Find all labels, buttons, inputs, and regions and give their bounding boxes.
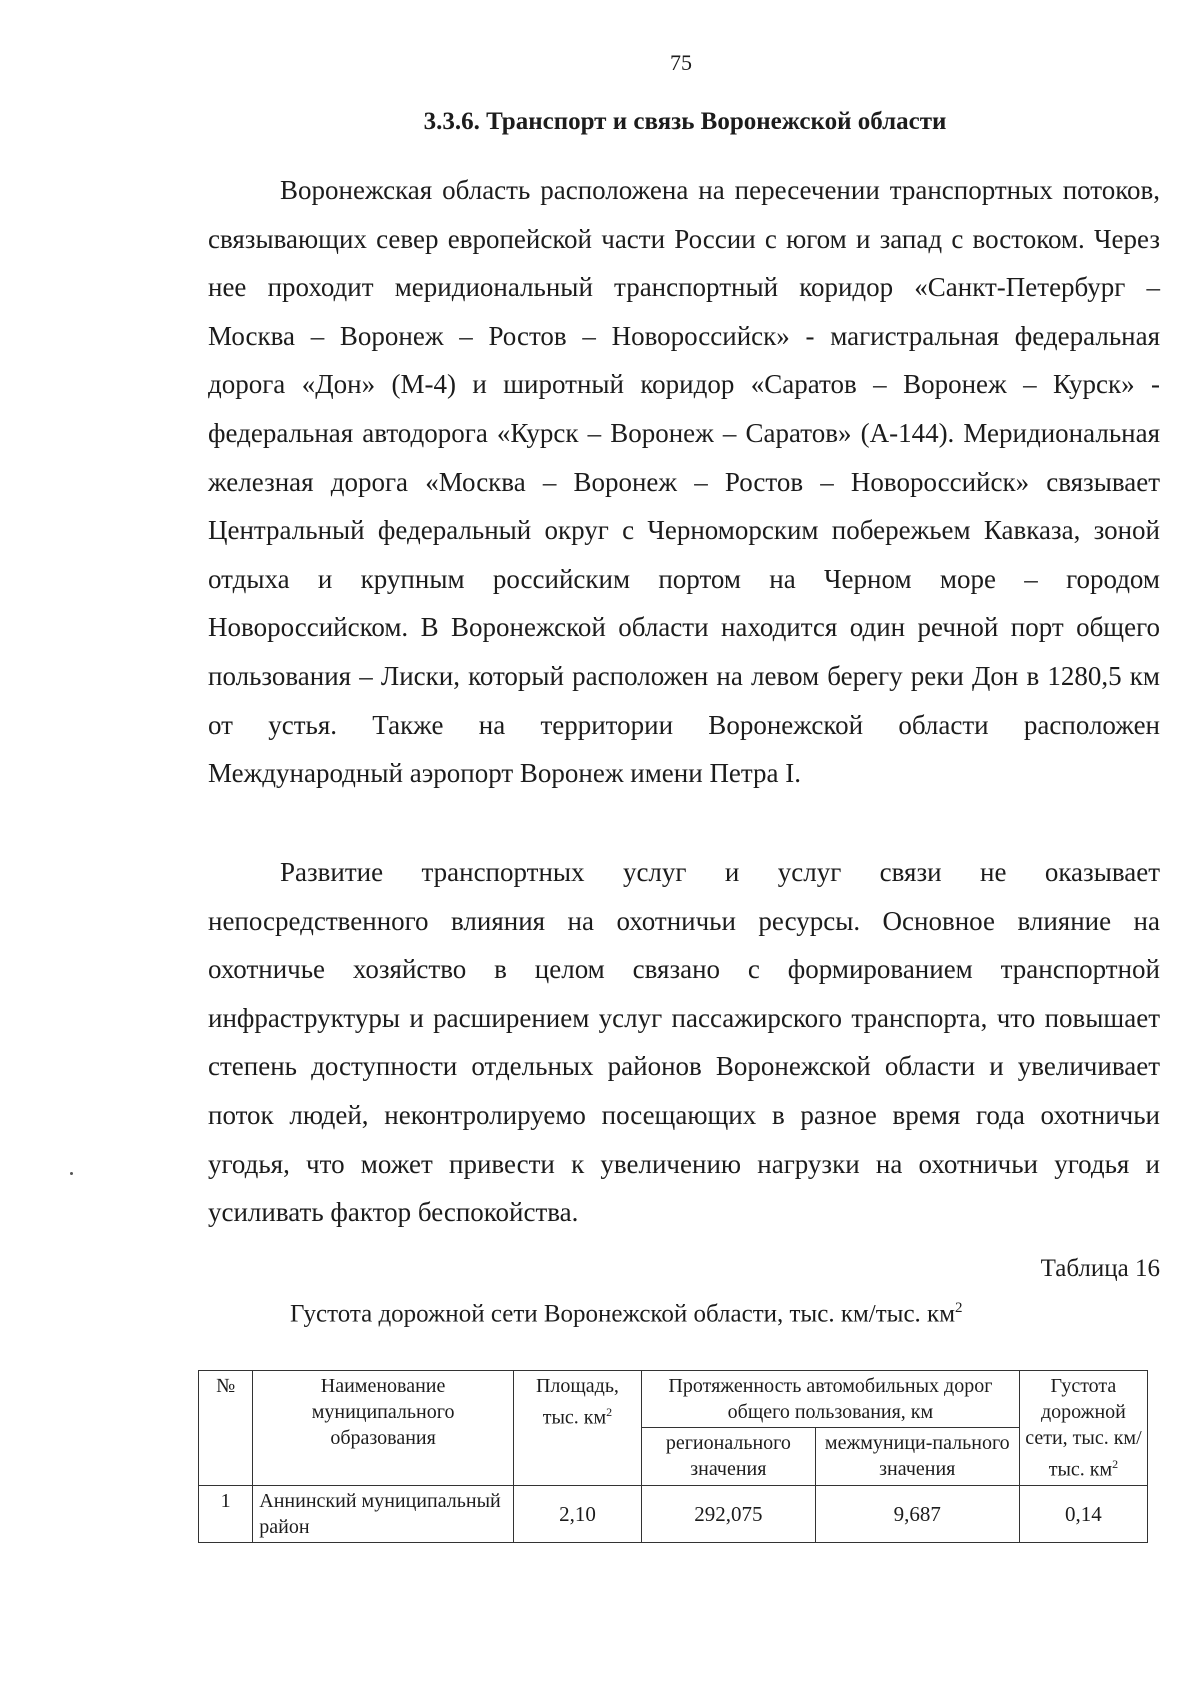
header-density-sup: 2	[1112, 1457, 1119, 1471]
paragraph-text: Воронежская область расположена на пересечении транспортных потоков, связывающих север европейской части России с югом и запад с востоком. Через нее проходит меридиональный транспортный коридор «Санкт-Петербург – Москва – Воронеж – Ростов – Новороссийск» - магистральная федеральная дорога «Дон» (М-4) и широтный коридор «Саратов – Воронеж – Курск» - федеральная автодорога «Курск – Воронеж – Саратов» (А-144). Меридиональная железная дорога «Москва – Воронеж – Ростов – Новороссийск» связывает Центральный федеральный округ с Черноморским побережьем Кавказа, зоной отдыха и крупным российским портом на Черном море – городом Новороссийском. В Воронежской области находится один речной порт общего пользования – Лиски, который расположен на левом берегу реки Дон в 1280,5 км от устья. Также на территории Воронежской области расположен Международный аэропорт Воронеж имени Петра I.	[208, 175, 1160, 789]
page-number: 75	[670, 50, 692, 75]
header-density-text: Густота дорожной сети, тыс. км/ тыс. км	[1025, 1375, 1142, 1481]
header-regional: регионального значения	[642, 1428, 816, 1485]
table-caption: Таблица 16	[1040, 1255, 1160, 1282]
table-row	[199, 1485, 1148, 1542]
cell-name: Аннинский муниципальный район	[253, 1485, 514, 1542]
section-heading: 3.3.6. Транспорт и связь Воронежской области	[423, 108, 947, 135]
table-title-sup: 2	[955, 1300, 963, 1316]
cell-num: 1	[199, 1485, 253, 1542]
paragraph-1	[208, 166, 1160, 798]
header-length-group: Протяженность автомобильных дорог общего пользования, км	[642, 1371, 1020, 1428]
header-name: Наименование муниципального образования	[253, 1371, 514, 1486]
table-title	[290, 1300, 963, 1328]
header-density	[1019, 1371, 1147, 1486]
paragraph-2	[208, 848, 1160, 1237]
paragraph-text: Развитие транспортных услуг и услуг связи не оказывает непосредственного влияния на охотничьи ресурсы. Основное влияние на охотничье хозяйство в целом связано с формированием транспортной инфраструктуры и расширением услуг пассажирского транспорта, что повышает степень доступности отдельных районов Воронежской области и увеличивает поток людей, неконтролируемо посещающих в разное время года охотничьи угодья, что может привести к увеличению нагрузки на охотничьи угодья и усиливать фактор беспокойства.	[208, 857, 1160, 1228]
header-area	[513, 1371, 641, 1486]
cell-intermunicipal: 9,687	[815, 1485, 1019, 1542]
header-num: №	[199, 1371, 253, 1486]
table-title-text: Густота дорожной сети Воронежской области, тыс. км/тыс. км	[290, 1300, 956, 1328]
header-area-sup: 2	[606, 1405, 613, 1419]
header-area-text: Площадь, тыс. км	[535, 1375, 619, 1429]
road-density-table	[198, 1370, 1148, 1543]
cell-density: 0,14	[1019, 1485, 1147, 1542]
table-header-row	[199, 1371, 1148, 1428]
header-intermunicipal: межмуници-пального значения	[815, 1428, 1019, 1485]
cell-regional: 292,075	[642, 1485, 816, 1542]
cell-area: 2,10	[513, 1485, 641, 1542]
scan-speck	[70, 1172, 73, 1175]
